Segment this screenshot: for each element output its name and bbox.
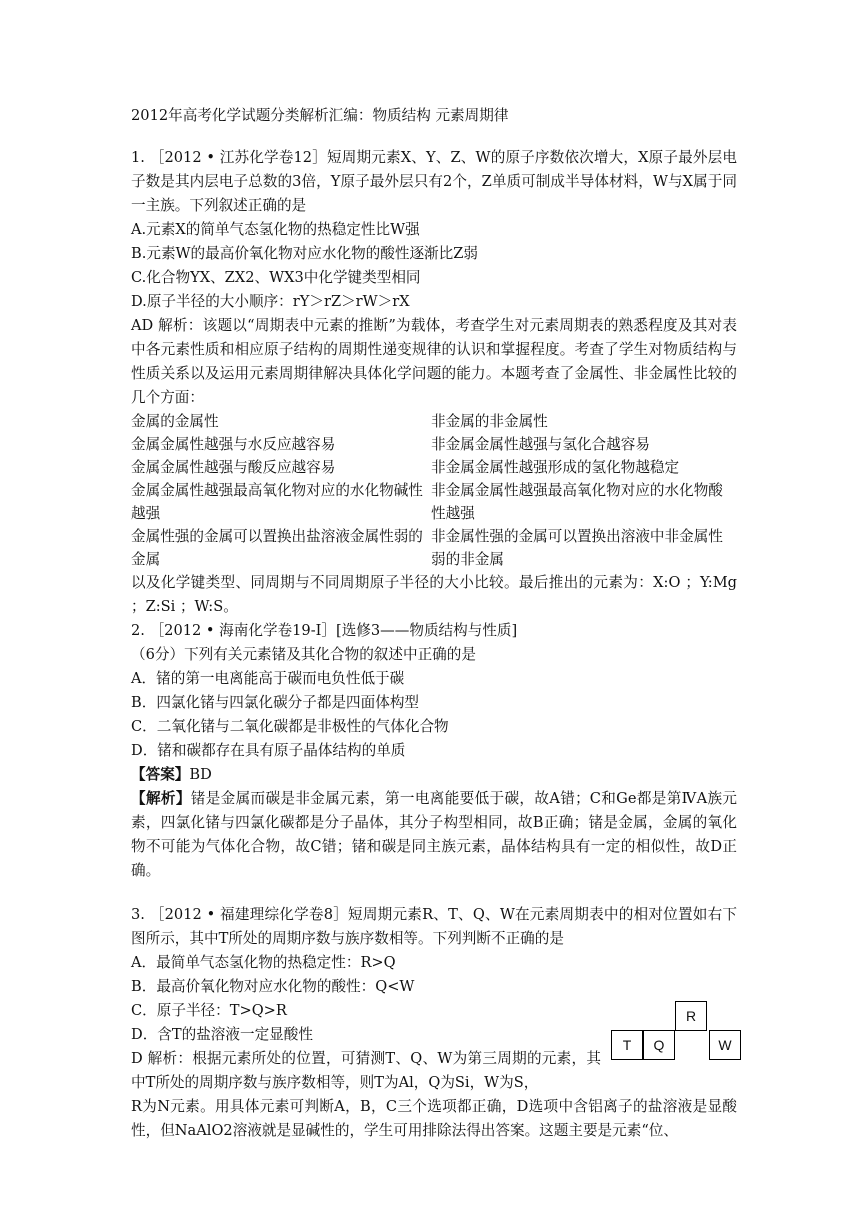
table-cell: 金属金属性越强最高氧化物对应的水化物碱性越强 xyxy=(131,482,423,522)
q1-conclusion: 以及化学键类型、同周期与不同周期原子半径的大小比较。最后推出的元素为：X:O ；Y:Mg ；Z:Si ；W:S。 xyxy=(131,574,737,615)
q1-option-b: B.元素W的最高价氧化物对应水化物的酸性逐渐比Z弱 xyxy=(131,245,478,262)
periodic-table-fragment xyxy=(611,1001,741,1061)
q1-analysis: AD 解析：该题以“周期表中元素的推断”为载体，考查学生对元素周期表的熟悉程度及其对表中各元素性质和相应原子结构的周期性递变规律的认识和掌握程度。考查了学生对物质结构与性质关系以及运用元素周期律解决具体化学问题的能力。本题考查了金属性、非金属性比较的几个方面： xyxy=(131,317,737,406)
q3-option-b: B．最高价氧化物对应水化物的酸性：Q<W xyxy=(131,978,415,995)
table-row xyxy=(131,525,731,571)
cell-w: W xyxy=(709,1030,741,1060)
q3-analysis-part1: D 解析：根据元素所处的位置，可猜测T、Q、W为第三周期的元素，其中T所处的周期序数与族序数相等，则T为Al，Q为Si，W为S， xyxy=(131,1050,601,1091)
cell-r: R xyxy=(675,1001,707,1031)
comparison-table xyxy=(131,410,731,571)
q2-analysis xyxy=(131,787,737,883)
table-cell: 金属的金属性 xyxy=(131,413,219,430)
table-cell: 非金属金属性越强最高氧化物对应的水化物酸性越强 xyxy=(431,482,723,522)
table-cell: 非金属金属性越强形成的氢化物越稳定 xyxy=(431,459,680,476)
q2-option-d: D．锗和碳都存在具有原子晶体结构的单质 xyxy=(131,742,406,759)
analysis-text: 锗是金属而碳是非金属元素，第一电离能要低于碳，故A错；C和Ge都是第ⅣA族元素，四氯化锗与四氯化碳都是分子晶体，其分子构型相同，故B正确；锗是金属，金属的氧化物不可能为气体化合物，故C错；锗和碳是同主族元素，晶体结构具有一定的相似性，故D正确。 xyxy=(131,790,737,879)
q2-option-c: C．二氧化锗与二氧化碳都是非极性的气体化合物 xyxy=(131,718,449,735)
cell-q: Q xyxy=(643,1030,675,1060)
q1-stem: 1. ［2012 • 江苏化学卷12］短周期元素X、Y、Z、W的原子序数依次增大，X原子最外层电子数是其内层电子总数的3倍，Y原子最外层只有2个，Z单质可制成半导体材料，W与X属于同一主族。下列叙述正确的是 xyxy=(131,149,737,214)
table-cell: 金属金属性越强与酸反应越容易 xyxy=(131,459,336,476)
table-cell: 金属金属性越强与水反应越容易 xyxy=(131,436,336,453)
q2-option-a: A．锗的第一电离能高于碳而电负性低于碳 xyxy=(131,670,405,687)
q3-analysis-part2: R为N元素。用具体元素可判断A，B，C三个选项都正确，D选项中含铝离子的盐溶液是显酸性，但NaAlO2溶液就是显碱性的，学生可用排除法得出答案。这题主要是元素“位、 xyxy=(131,1098,737,1139)
table-cell: 非金属的非金属性 xyxy=(431,413,548,430)
doc-title: 2012年高考化学试题分类解析汇编：物质结构 元素周期律 xyxy=(131,107,509,124)
q2-answer xyxy=(131,763,737,787)
table-cell: 非金属性强的金属可以置换出溶液中非金属性弱的非金属 xyxy=(431,528,723,568)
cell-t: T xyxy=(611,1030,643,1060)
q2-stem-line1: 2. ［2012 • 海南化学卷19-I］[选修3——物质结构与性质] xyxy=(131,622,518,639)
document-body xyxy=(131,104,737,1143)
table-row xyxy=(131,433,731,456)
answer-value: BD xyxy=(189,766,212,783)
q2-stem-line2: （6分）下列有关元素锗及其化合物的叙述中正确的是 xyxy=(131,646,476,663)
q3-option-d: D．含T的盐溶液一定显酸性 xyxy=(131,1026,313,1043)
answer-label: 【答案】 xyxy=(131,766,190,783)
q3-stem: 3. ［2012 • 福建理综化学卷8］短周期元素R、T、Q、W在元素周期表中的相对位置如右下图所示，其中T所处的周期序数与族序数相等。下列判断不正确的是 xyxy=(131,906,737,947)
table-row xyxy=(131,410,731,433)
q2-option-b: B．四氯化锗与四氯化碳分子都是四面体构型 xyxy=(131,694,420,711)
table-row xyxy=(131,456,731,479)
q3-option-c: C．原子半径：T>Q>R xyxy=(131,1002,287,1019)
table-row xyxy=(131,479,731,525)
q1-option-c: C.化合物YX、ZX2、WX3中化学键类型相同 xyxy=(131,269,421,286)
q1-option-a: A.元素X的简单气态氢化物的热稳定性比W强 xyxy=(131,221,420,238)
q3-option-a: A．最简单气态氢化物的热稳定性：R>Q xyxy=(131,954,396,971)
q1-option-d: D.原子半径的大小顺序：rY＞rZ＞rW＞rX xyxy=(131,293,410,310)
table-cell: 非金属金属性越强与氢化合越容易 xyxy=(431,436,650,453)
table-cell: 金属性强的金属可以置换出盐溶液金属性弱的金属 xyxy=(131,528,423,568)
analysis-label: 【解析】 xyxy=(131,790,191,807)
spacer xyxy=(131,883,737,903)
